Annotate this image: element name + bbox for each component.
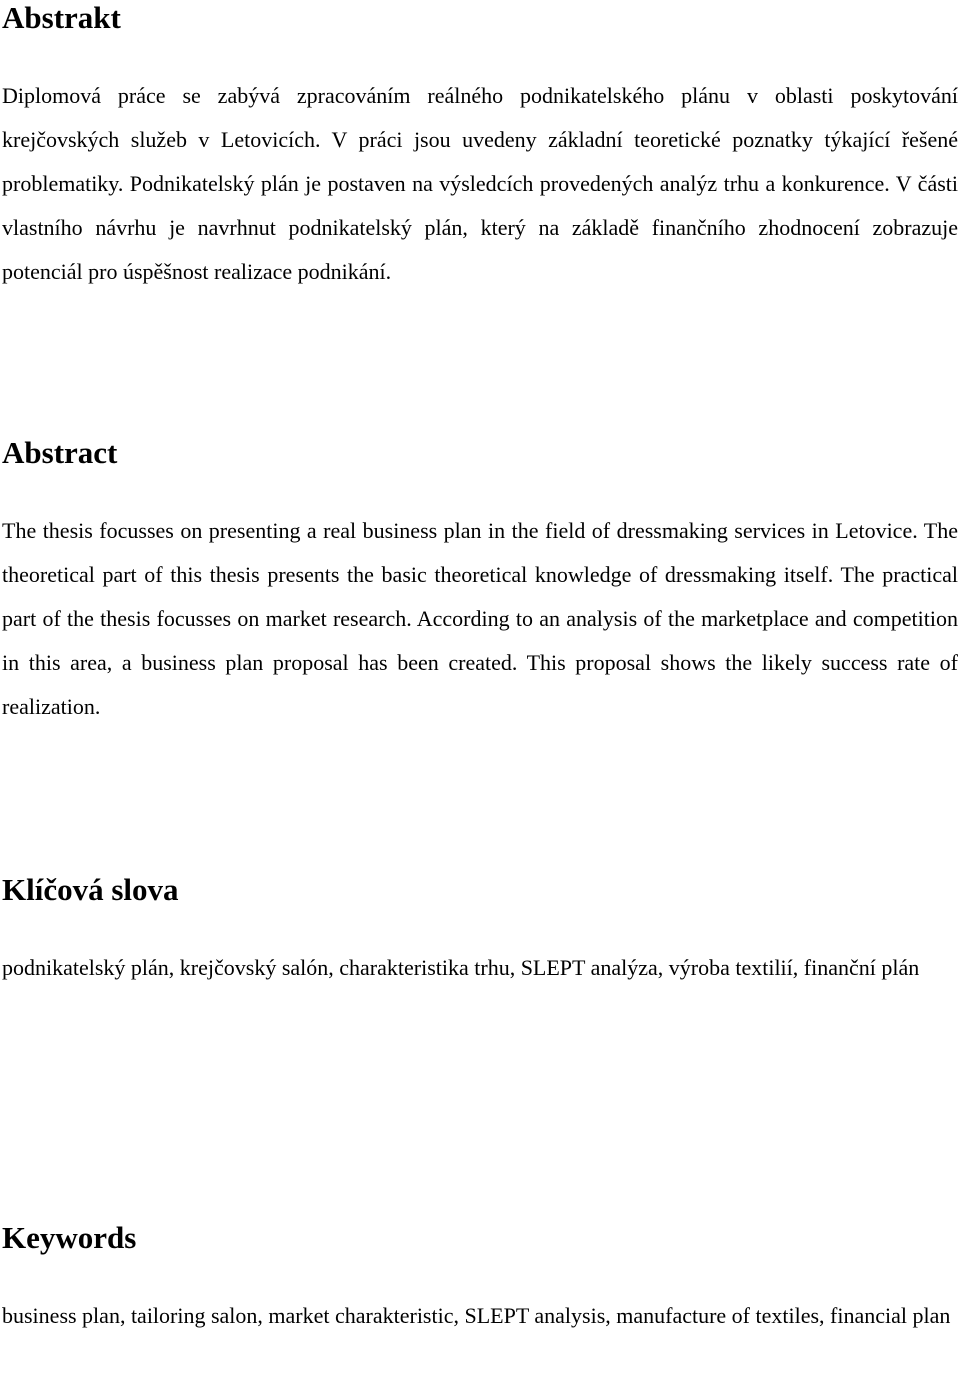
abstrakt-heading: Abstrakt (2, 0, 121, 35)
abstract-heading: Abstract (2, 435, 118, 470)
abstrakt-text: Diplomová práce se zabývá zpracováním reálného podnikatelského plánu v oblasti poskytování krejčovských služeb v Letovicích. V práci jsou uvedeny základní teoretické poznatky týkající řešené problematiky. Podnikatelský plán je postaven na výsledcích provedených analýz trhu a konkurence. V části vlastního návrhu je navrhnut podnikatelský plán, který na základě finančního zhodnocení zobrazuje potenciál pro úspěšnost realizace podnikání. (2, 83, 958, 284)
klicova-slova-text: podnikatelský plán, krejčovský salón, charakteristika trhu, SLEPT analýza, výroba textilií, finanční plán (2, 955, 920, 980)
keywords-heading: Keywords (2, 1220, 137, 1255)
keywords-text: business plan, tailoring salon, market charakteristic, SLEPT analysis, manufacture of textiles, financial plan (2, 1303, 951, 1328)
abstract-text: The thesis focusses on presenting a real business plan in the field of dressmaking services in Letovice. The theoretical part of this thesis presents the basic theoretical knowledge of dressmaking itself. The practical part of the thesis focusses on market research. According to an analysis of the marketplace and competition in this area, a business plan proposal has been created. This proposal shows the likely success rate of realization. (2, 518, 958, 719)
klicova-slova-heading: Klíčová slova (2, 872, 179, 907)
